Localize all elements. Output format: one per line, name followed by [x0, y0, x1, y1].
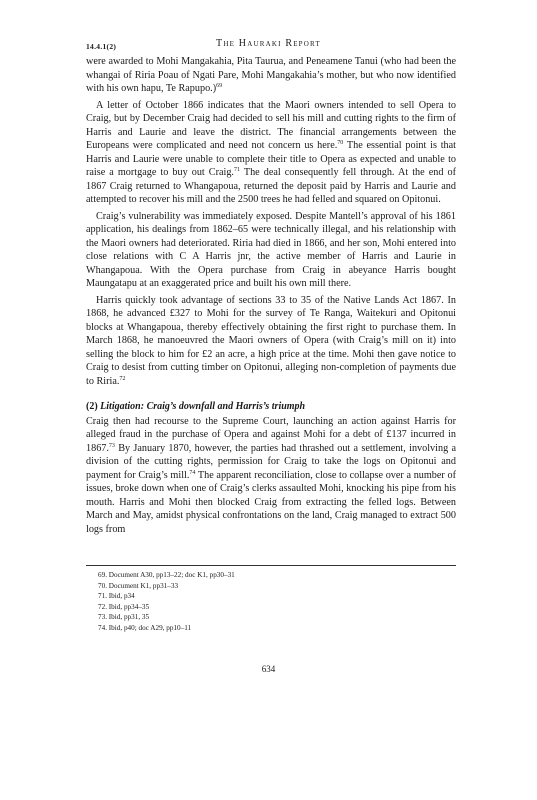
footnote-ref[interactable]: 70 — [337, 140, 344, 146]
footnote-ref[interactable]: 69 — [216, 83, 223, 89]
running-head: The Hauraki Report — [216, 38, 321, 49]
footnote-ref[interactable]: 74 — [189, 469, 196, 476]
paragraph-text: The apparent reconciliation, close to collapse over a number of issues, broke down when one of Craig’s clerks assaulted Mohi, knocking his pipe from his mouth. Harris and Mohi then blocked Craig from extracting the felled logs. Between March and May, amidst physical confrontations on the land, Craig managed to extract 500 logs from — [86, 469, 456, 535]
section-subheading — [86, 400, 456, 414]
footnote: 69. Document A30, pp13–22; doc K1, pp30–31 — [98, 571, 235, 579]
footnote: 73. Ibid, pp31, 35 — [98, 613, 150, 622]
paragraph-text: Harris quickly took advantage of sections 33 to 35 of the Native Lands Act 1867. In 1868, he advanced £327 to Mohi for the survey of Te Ranga, Waitekuri and Opitonui blocks at Whangapoua, thereby effectively obtaining the first right to purchase them. In March 1868, he manoeuvred the Maori owners of Opera (with Craig’s mill on it) into selling the block to him for £2 an acre, a high price at the time. Mohi then gave notice to Craig to desist from cutting timber on Opitonui, alleging non-completion of payments due to Riria. — [86, 294, 456, 387]
paragraph — [86, 99, 456, 207]
paragraph-text: The essential point is that Harris and Laurie were unable to complete their title to Opera as expected and unable to raise a mortgage to buy out Craig. — [86, 140, 456, 178]
paragraph-text: The deal consequently fell through. At the end of 1867 Craig returned to Whangapoua, returned the deposit paid by Harris and Laurie and attempted to recover his mill and the 2500 trees he had felled and squared on Opitonui. — [86, 167, 456, 205]
footnote-divider — [86, 565, 456, 566]
paragraph-text: Craig then had recourse to the Supreme Court, launching an action against Harris for alleged fraud in the purchase of Opera and against Mohi for a debt of £137 incurred in 1867. — [86, 415, 456, 454]
paragraph — [86, 55, 456, 96]
footnote: 74. Ibid, p40; doc A29, pp10–11 — [98, 623, 192, 632]
paragraph-text: were awarded to Mohi Mangakahia, Pita Taurua, and Peneamene Tanui (who had been the whangai of Riria Poau of Ngati Pare, Mohi Mangakahia’s mother, but who now identified with his own hapu, Te Rapupo.) — [86, 56, 456, 94]
footnote-ref[interactable]: 73 — [108, 442, 115, 449]
paragraph — [86, 210, 456, 291]
footnote: 72. Ibid, pp34–35 — [98, 602, 150, 611]
footnote-ref[interactable]: 72 — [119, 375, 126, 382]
footnotes — [98, 570, 448, 634]
subheading-title: Litigation: Craig’s downfall and Harris’s triumph — [100, 401, 306, 412]
footnote: 70. Document K1, pp31–33 — [98, 581, 179, 590]
paragraph — [86, 294, 456, 389]
paragraph-text: By January 1870, however, the parties had thrashed out a settlement, involving a division of the cutting rights, permission for Craig to take the logs on Opitonui and payment for Craig’s mill. — [86, 442, 456, 481]
footnote-ref[interactable]: 71 — [233, 167, 240, 173]
section-number: 14.4.1(2) — [86, 42, 117, 51]
paragraph — [86, 415, 456, 537]
body-text — [86, 55, 456, 539]
footnote: 71. Ibid, p34 — [98, 592, 135, 601]
paragraph-text: Craig’s vulnerability was immediately exposed. Despite Mantell’s approval of his 1861 application, his dealings from 1862–65 were technically illegal, and his relationship with the Maori owners had deteriorated. Riria had died in 1866, and her son, Mohi entered into close relations with C A Harris jnr, the active member of Harris and Laurie in Whangapoua. With the Opera purchase from Craig in abeyance Harris bought Maungatapu at an exaggerated price and built his own mill there. — [86, 210, 456, 289]
page-number: 634 — [261, 664, 276, 674]
subheading-number: (2) — [86, 401, 98, 412]
paragraph-text: A letter of October 1866 indicates that the Maori owners intended to sell Opera to Craig, but by December Craig had decided to sell his mill and cutting rights to the firm of Harris and Laurie and leave the district. The financial arrangements between the Europeans were complicated and need not concern us here. — [86, 99, 456, 151]
